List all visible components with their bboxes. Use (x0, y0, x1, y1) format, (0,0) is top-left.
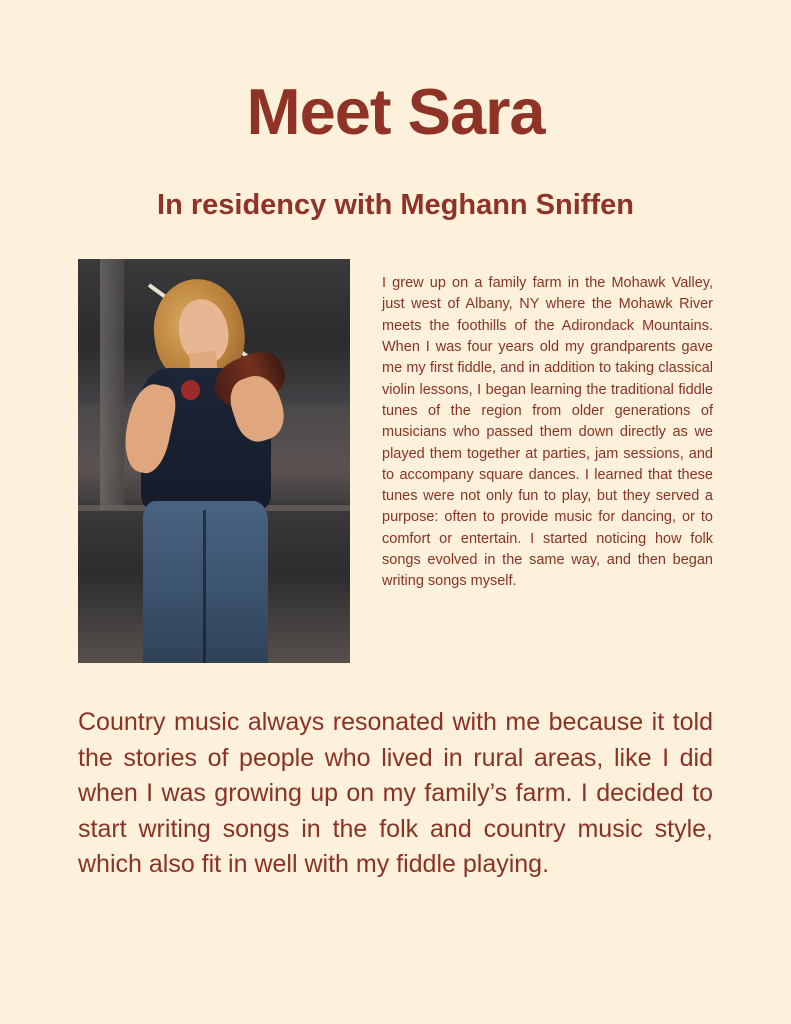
bio-paragraph: I grew up on a family farm in the Mohawk Valley, just west of Albany, NY where the Mohawk River meets the foothills of the Adirondack Mountains. When I was four years old my grandparents gave me my first fiddle, and in addition to taking classical violin lessons, I began learning the traditional fiddle tunes of the region from older generations of musicians who passed them down directly as we played them together at parties, jam sessions, and to accompany square dances. I learned that these tunes were not only fun to play, but they served a purpose: often to provide music for dancing, or to comfort or entertain. I started noticing how folk songs evolved in the same way, and then began writing songs myself. (382, 275, 713, 590)
closing-paragraph: Country music always resonated with me because it told the stories of people who lived in rural areas, like I did when I was growing up on my family’s farm. I decided to start writing songs in the folk and country music style, which also fit in well with my fiddle playing. (78, 708, 713, 879)
page-title: Meet Sara (246, 75, 545, 148)
bio-section (78, 259, 713, 663)
performer-jeans-seam (203, 510, 206, 664)
bio-column (382, 259, 713, 593)
artist-photo (78, 259, 350, 663)
photo-stage-post (100, 259, 124, 509)
photo-column (78, 259, 350, 663)
page-subtitle: In residency with Meghann Sniffen (157, 189, 634, 222)
